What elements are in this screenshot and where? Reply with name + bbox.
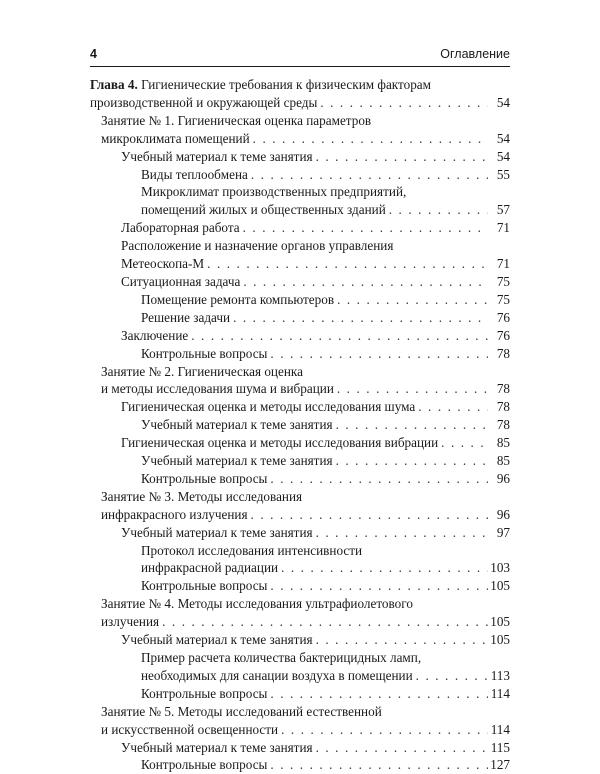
entry-title-cont: и методы исследования шума и вибрации (101, 381, 334, 397)
toc-entry[interactable] (90, 237, 510, 273)
entry-title: Контрольные вопросы (141, 470, 268, 486)
page-ref: 96 (496, 470, 510, 486)
toc-entry[interactable] (90, 416, 510, 434)
page-ref: 78 (496, 417, 510, 433)
dot-leader (281, 559, 488, 577)
entry-title: Учебный материал к теме занятия (121, 524, 313, 540)
page-ref: 103 (490, 560, 510, 576)
entry-title: Контрольные вопросы (141, 685, 268, 701)
toc-entry[interactable] (90, 452, 510, 470)
dot-leader (207, 255, 488, 273)
toc-entry[interactable] (90, 398, 510, 416)
dot-leader (270, 470, 488, 488)
page-ref: 105 (490, 632, 510, 648)
entry-title-cont: излучения (101, 614, 160, 630)
page-ref: 114 (490, 685, 510, 701)
table-of-contents (90, 76, 510, 774)
dot-leader (316, 739, 488, 757)
toc-entry[interactable] (90, 524, 510, 542)
entry-title-cont: и искусственной освещенности (101, 721, 279, 737)
page-ref: 97 (496, 524, 510, 540)
dot-leader (281, 721, 488, 739)
page-ref: 78 (496, 381, 510, 397)
page-ref: 71 (496, 256, 510, 272)
entry-title: Помещение ремонта компьютеров (141, 291, 335, 307)
toc-entry[interactable] (90, 166, 510, 184)
page-number: 4 (90, 47, 97, 61)
dot-leader (336, 452, 488, 470)
page-ref: 75 (496, 273, 510, 289)
entry-title-cont: Метеоскопа-М (121, 256, 205, 272)
toc-entry[interactable] (90, 434, 510, 452)
dot-leader (316, 524, 488, 542)
entry-title-cont: помещений жилых и общественных зданий (141, 202, 386, 218)
dot-leader (243, 219, 488, 237)
toc-lesson-4[interactable] (90, 595, 510, 631)
chapter-label: Глава 4. (90, 77, 138, 92)
toc-entry[interactable] (90, 577, 510, 595)
page-ref: 78 (496, 399, 510, 415)
dot-leader (441, 434, 488, 452)
dot-leader (416, 667, 488, 685)
dot-leader (389, 201, 488, 219)
page-ref: 105 (490, 614, 510, 630)
toc-entry[interactable] (90, 219, 510, 237)
toc-entry[interactable] (90, 183, 510, 219)
toc-entry[interactable] (90, 685, 510, 703)
toc-entry[interactable] (90, 542, 510, 578)
entry-title-cont: необходимых для санации воздуха в помещении (141, 667, 413, 683)
entry-title: Контрольные вопросы (141, 345, 268, 361)
dot-leader (270, 685, 488, 703)
page-ref: 54 (496, 130, 510, 146)
entry-title: Решение задачи (141, 309, 231, 325)
page-ref: 75 (496, 291, 510, 307)
entry-title: Учебный материал к теме занятия (121, 148, 313, 164)
page-ref: 127 (490, 757, 510, 773)
dot-leader (191, 327, 488, 345)
toc-entry[interactable] (90, 309, 510, 327)
toc-entry[interactable] (90, 273, 510, 291)
dot-leader (270, 756, 488, 774)
page-ref: 55 (496, 166, 510, 182)
page-ref: 76 (496, 327, 510, 343)
toc-entry[interactable] (90, 470, 510, 488)
entry-title: Занятие № 1. Гигиеническая оценка параметров (101, 112, 372, 128)
page-ref: 54 (496, 148, 510, 164)
dot-leader (251, 166, 488, 184)
page-header (90, 44, 510, 64)
dot-leader (337, 291, 488, 309)
page-ref: 54 (496, 94, 510, 110)
page-ref: 57 (496, 202, 510, 218)
dot-leader (337, 380, 488, 398)
page-ref: 85 (496, 453, 510, 469)
entry-title: Пример расчета количества бактерицидных ламп, (141, 650, 422, 665)
toc-entry[interactable] (90, 291, 510, 309)
dot-leader (162, 613, 488, 631)
toc-lesson-1[interactable] (90, 112, 510, 148)
dot-leader (243, 273, 488, 291)
toc-entry[interactable] (90, 649, 510, 685)
page-ref: 85 (496, 435, 510, 451)
toc-lesson-2[interactable] (90, 363, 510, 399)
page-ref: 96 (496, 506, 510, 522)
page-ref: 114 (490, 721, 510, 737)
entry-title: Занятие № 5. Методы исследований естественной (101, 703, 382, 719)
entry-title: Лабораторная работа (121, 220, 240, 236)
toc-entry[interactable] (90, 345, 510, 363)
dot-leader (316, 148, 488, 166)
dot-leader (418, 398, 488, 416)
entry-title: Занятие № 3. Методы исследования (101, 488, 303, 504)
page-ref: 113 (490, 667, 510, 683)
toc-chapter-4[interactable] (90, 76, 510, 112)
dot-leader (336, 416, 488, 434)
entry-title: Учебный материал к теме занятия (141, 453, 333, 469)
entry-title: Протокол исследования интенсивности (141, 542, 363, 558)
entry-title-cont: инфракрасного излучения (101, 506, 248, 522)
dot-leader (270, 345, 488, 363)
entry-title: Контрольные вопросы (141, 578, 268, 594)
entry-title-cont: микроклимата помещений (101, 130, 250, 146)
entry-title: Виды теплообмена (141, 166, 248, 182)
toc-entry[interactable] (90, 739, 510, 757)
entry-title: Занятие № 2. Гигиеническая оценка (101, 363, 303, 379)
entry-title: Микроклимат производственных предприятий, (141, 184, 407, 200)
header-rule (90, 66, 510, 67)
entry-title: Занятие № 4. Методы исследования ультрафиолетового (101, 596, 413, 612)
toc-entry[interactable] (90, 756, 510, 774)
entry-title: Расположение и назначение органов управления (121, 238, 394, 254)
page-ref: 105 (490, 578, 510, 594)
dot-leader (251, 506, 488, 524)
chapter-title: Гигиенические требования к физическим факторам (141, 77, 431, 92)
entry-title-cont: инфракрасной радиации (141, 560, 279, 576)
entry-title: Учебный материал к теме занятия (121, 739, 313, 755)
page-ref: 76 (496, 309, 510, 325)
entry-title: Заключение (121, 327, 189, 343)
page-ref: 78 (496, 345, 510, 361)
entry-title: Ситуационная задача (121, 273, 241, 289)
page-ref: 115 (490, 739, 510, 755)
toc-entry[interactable] (90, 631, 510, 649)
running-title: Оглавление (440, 47, 510, 61)
chapter-title-cont: производственной и окружающей среды (90, 94, 318, 110)
dot-leader (316, 631, 488, 649)
entry-title: Гигиеническая оценка и методы исследования шума (121, 399, 416, 415)
dot-leader (270, 577, 488, 595)
toc-entry[interactable] (90, 327, 510, 345)
page-ref: 71 (496, 220, 510, 236)
toc-lesson-5[interactable] (90, 703, 510, 739)
toc-entry[interactable] (90, 148, 510, 166)
entry-title: Учебный материал к теме занятия (141, 417, 333, 433)
entry-title: Контрольные вопросы (141, 757, 268, 773)
entry-title: Учебный материал к теме занятия (121, 632, 313, 648)
entry-title: Гигиеническая оценка и методы исследования вибрации (121, 435, 439, 451)
dot-leader (320, 94, 488, 112)
dot-leader (233, 309, 488, 327)
toc-lesson-3[interactable] (90, 488, 510, 524)
dot-leader (253, 130, 488, 148)
